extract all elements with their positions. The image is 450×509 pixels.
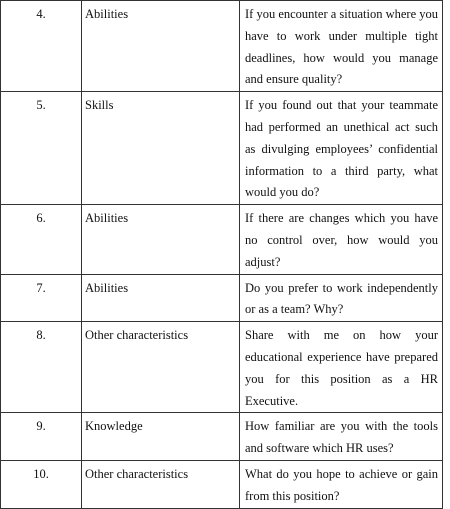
- table-row: [1, 1, 443, 92]
- question-cell: If there are changes which you have no control over, how would you adjust?: [240, 205, 443, 274]
- row-number: 10.: [1, 460, 82, 508]
- competency-cell: Abilities: [82, 205, 240, 274]
- table-row: [1, 322, 443, 413]
- competency-cell: Other characteristics: [82, 322, 240, 413]
- table-row: [1, 92, 443, 205]
- question-cell: If you found out that your teammate had performed an unethical act such as divulging employees’ confidential information to a third party, what would you do?: [240, 92, 443, 205]
- row-number: 9.: [1, 413, 82, 461]
- question-cell: Do you prefer to work independently or as a team? Why?: [240, 274, 443, 322]
- question-cell: What do you hope to achieve or gain from this position?: [240, 460, 443, 508]
- competency-cell: Abilities: [82, 1, 240, 92]
- competency-cell: Knowledge: [82, 413, 240, 461]
- competency-cell: Skills: [82, 92, 240, 205]
- row-number: 4.: [1, 1, 82, 92]
- table-row: [1, 205, 443, 274]
- question-cell: If you encounter a situation where you have to work under multiple tight deadlines, how would you manage and ensure quality?: [240, 1, 443, 92]
- question-cell: Share with me on how your educational experience have prepared you for this position as a HR Executive.: [240, 322, 443, 413]
- row-number: 8.: [1, 322, 82, 413]
- row-number: 7.: [1, 274, 82, 322]
- table-row: [1, 413, 443, 461]
- competency-cell: Abilities: [82, 274, 240, 322]
- table-row: [1, 274, 443, 322]
- row-number: 6.: [1, 205, 82, 274]
- table-row: [1, 460, 443, 508]
- row-number: 5.: [1, 92, 82, 205]
- competency-cell: Other characteristics: [82, 460, 240, 508]
- question-cell: How familiar are you with the tools and software which HR uses?: [240, 413, 443, 461]
